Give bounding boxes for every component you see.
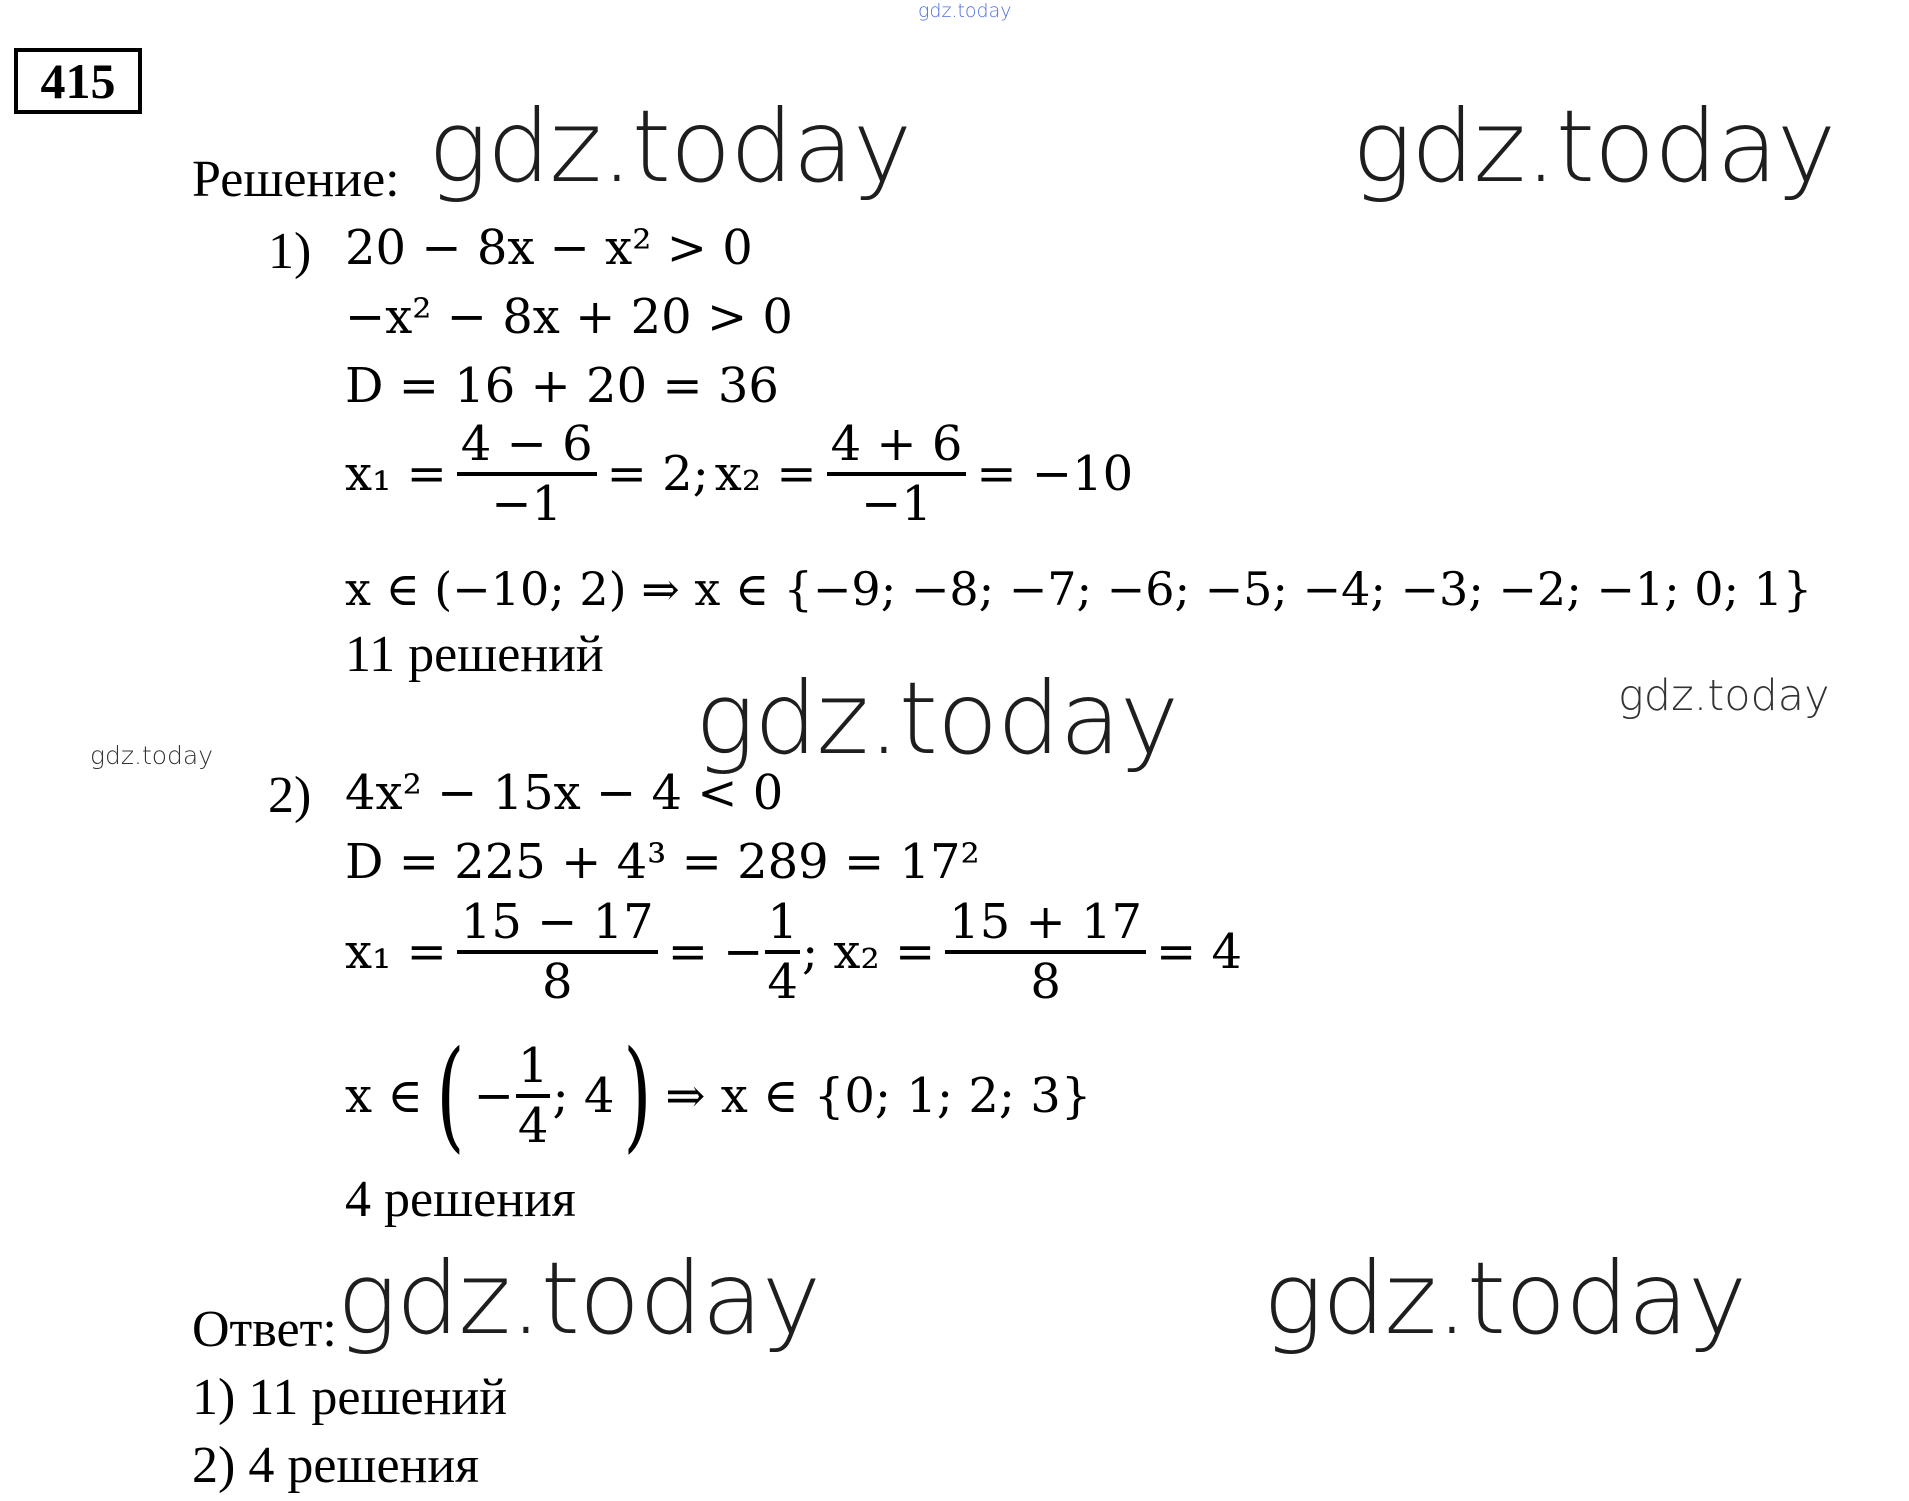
watermark-top: gdz.today: [918, 0, 1012, 22]
part2-x2-label: ; x₂ =: [801, 924, 936, 980]
part2-interval-fraction: [516, 1038, 551, 1154]
part2-interval-result: ⇒ x ∈ {0; 1; 2; 3}: [665, 1068, 1092, 1124]
part2-x2-fraction: [945, 894, 1146, 1010]
part2-x1-fraction: [457, 894, 658, 1010]
watermark-large-3: gdz.today: [695, 660, 1179, 777]
part2-interval-neg: −: [473, 1068, 514, 1124]
part2-count: 4 решения: [345, 1171, 576, 1228]
part2-x1-small-fraction: [765, 894, 800, 1010]
part2-interval-start: x ∈: [345, 1068, 423, 1124]
part1-x1-fraction: [457, 416, 597, 532]
part2-x1-small-numerator: 1: [767, 894, 798, 950]
part2-interval-end: ; 4: [552, 1068, 615, 1124]
part2-number: 2): [268, 767, 312, 824]
answer-line-2: 2) 4 решения: [192, 1437, 480, 1494]
part2-discriminant: D = 225 + 4³ = 289 = 17²: [345, 834, 980, 890]
part1-x2-label: x₂ =: [714, 446, 817, 502]
watermark-medium: gdz.today: [1618, 671, 1830, 721]
part2-x1-denominator: 8: [457, 950, 658, 1006]
right-paren: ): [623, 1026, 652, 1165]
part1-x2-fraction: [827, 416, 967, 532]
part2-interval-denominator: 4: [516, 1094, 551, 1150]
problem-number: 415: [14, 48, 142, 114]
part1-discriminant: D = 16 + 20 = 36: [345, 358, 779, 414]
part2-x1-numerator: 15 − 17: [460, 894, 654, 950]
part1-x1-denominator: −1: [457, 472, 597, 528]
part1-x1-value: = 2;: [606, 446, 709, 502]
part2-x2-denominator: 8: [945, 950, 1146, 1006]
part1-number: 1): [268, 223, 312, 280]
left-paren: (: [436, 1026, 465, 1165]
part1-x2-denominator: −1: [827, 472, 967, 528]
watermark-large-1: gdz.today: [428, 88, 912, 205]
part1-rewritten: −x² − 8x + 20 > 0: [345, 289, 793, 345]
part2-inequality: 4x² − 15x − 4 < 0: [345, 765, 784, 821]
part1-x2-value: = −10: [976, 446, 1134, 502]
part1-x1-numerator: 4 − 6: [460, 416, 593, 472]
answer-label: Ответ:: [192, 1301, 337, 1358]
watermark-small: gdz.today: [90, 741, 214, 770]
part2-x1-label: x₁ =: [345, 924, 447, 980]
watermark-large-4: gdz.today: [337, 1240, 821, 1357]
part1-inequality: 20 − 8x − x² > 0: [345, 220, 753, 276]
part2-x1-mid: = −: [667, 924, 764, 980]
watermark-large-5: gdz.today: [1263, 1240, 1747, 1357]
part2-interval: [345, 1026, 1092, 1165]
part2-x2-numerator: 15 + 17: [949, 894, 1143, 950]
watermark-large-2: gdz.today: [1352, 88, 1836, 205]
part1-roots: [345, 416, 1134, 532]
part2-x1-small-denominator: 4: [765, 950, 800, 1006]
part2-x2-value: = 4: [1156, 924, 1243, 980]
part1-count: 11 решений: [345, 626, 604, 683]
part1-x1-label: x₁ =: [345, 446, 447, 502]
part1-interval: x ∈ (−10; 2) ⇒ x ∈ {−9; −8; −7; −6; −5; −4; −3; −2; −1; 0; 1}: [345, 562, 1813, 616]
part2-interval-numerator: 1: [517, 1038, 549, 1094]
solution-label: Решение:: [192, 151, 400, 208]
part1-x2-numerator: 4 + 6: [830, 416, 963, 472]
answer-line-1: 1) 11 решений: [192, 1369, 508, 1426]
part2-roots: [345, 894, 1243, 1010]
